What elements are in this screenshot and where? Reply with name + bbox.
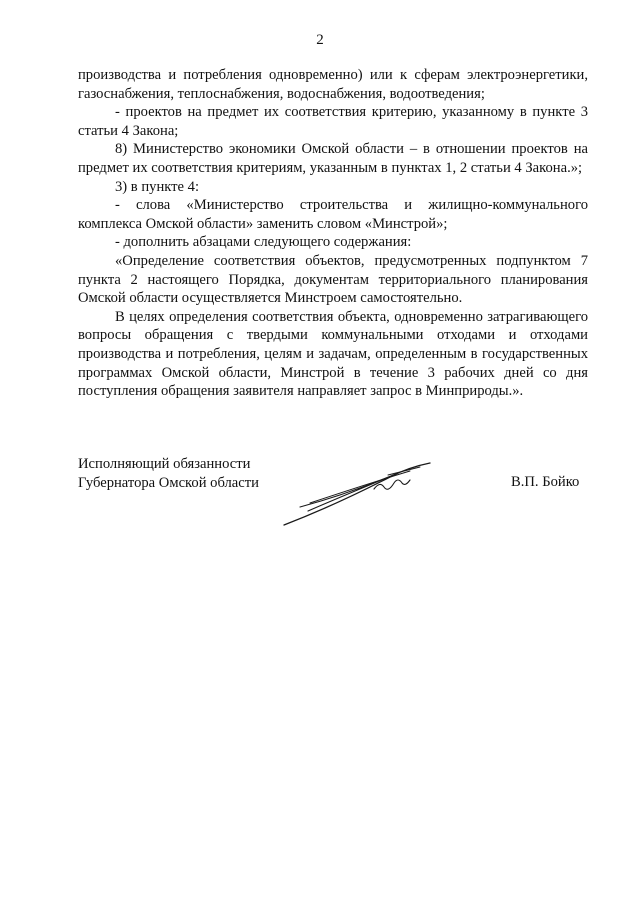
- signatory-name: В.П. Бойко: [511, 474, 580, 490]
- signatory-title-line-2: Губернатора Омской области: [78, 474, 259, 491]
- signatory-title: [78, 455, 259, 492]
- paragraph-quoted-request: В целях определения соответствия объекта, одновременно затрагивающего вопросы обращения с твердыми коммунальными отходами и отходами производства и потребления, целям и задачам, определенным в государственных программах Омской области, Минстрой в течение 3 рабочих дней со дня поступления обращения заявителя направляет запрос в Минприроды.».: [78, 308, 588, 400]
- paragraph-continuation: производства и потребления одновременно) или к сферам электроэнергетики, газоснабжения, теплоснабжения, водоснабжения, водоотведения;: [78, 67, 588, 102]
- document-body: [78, 66, 588, 401]
- paragraph-projects-criterion: - проектов на предмет их соответствия критерию, указанному в пункте 3 статьи 4 Закона;: [78, 104, 588, 139]
- paragraph-add-clauses: - дополнить абзацами следующего содержания:: [115, 234, 412, 251]
- paragraph-item-8: 8) Министерство экономики Омской области – в отношении проектов на предмет их соответствия критериям, указанным в пунктах 1, 2 статьи 4 Закона.»;: [78, 141, 588, 176]
- page-number: 2: [316, 32, 324, 48]
- handwritten-signature: [270, 455, 440, 535]
- paragraph-replace-words: - слова «Министерство строительства и жилищно-коммунального комплекса Омской области» заменить словом «Минстрой»;: [78, 197, 588, 232]
- paragraph-quoted-definition: «Определение соответствия объектов, предусмотренных подпунктом 7 пункта 2 настоящего Порядка, документам территориального планирования Омской области осуществляется Минстроем самостоятельно.: [78, 252, 588, 307]
- signatory-title-line-1: Исполняющий обязанности: [78, 456, 251, 472]
- paragraph-item-3: 3) в пункте 4:: [115, 178, 200, 195]
